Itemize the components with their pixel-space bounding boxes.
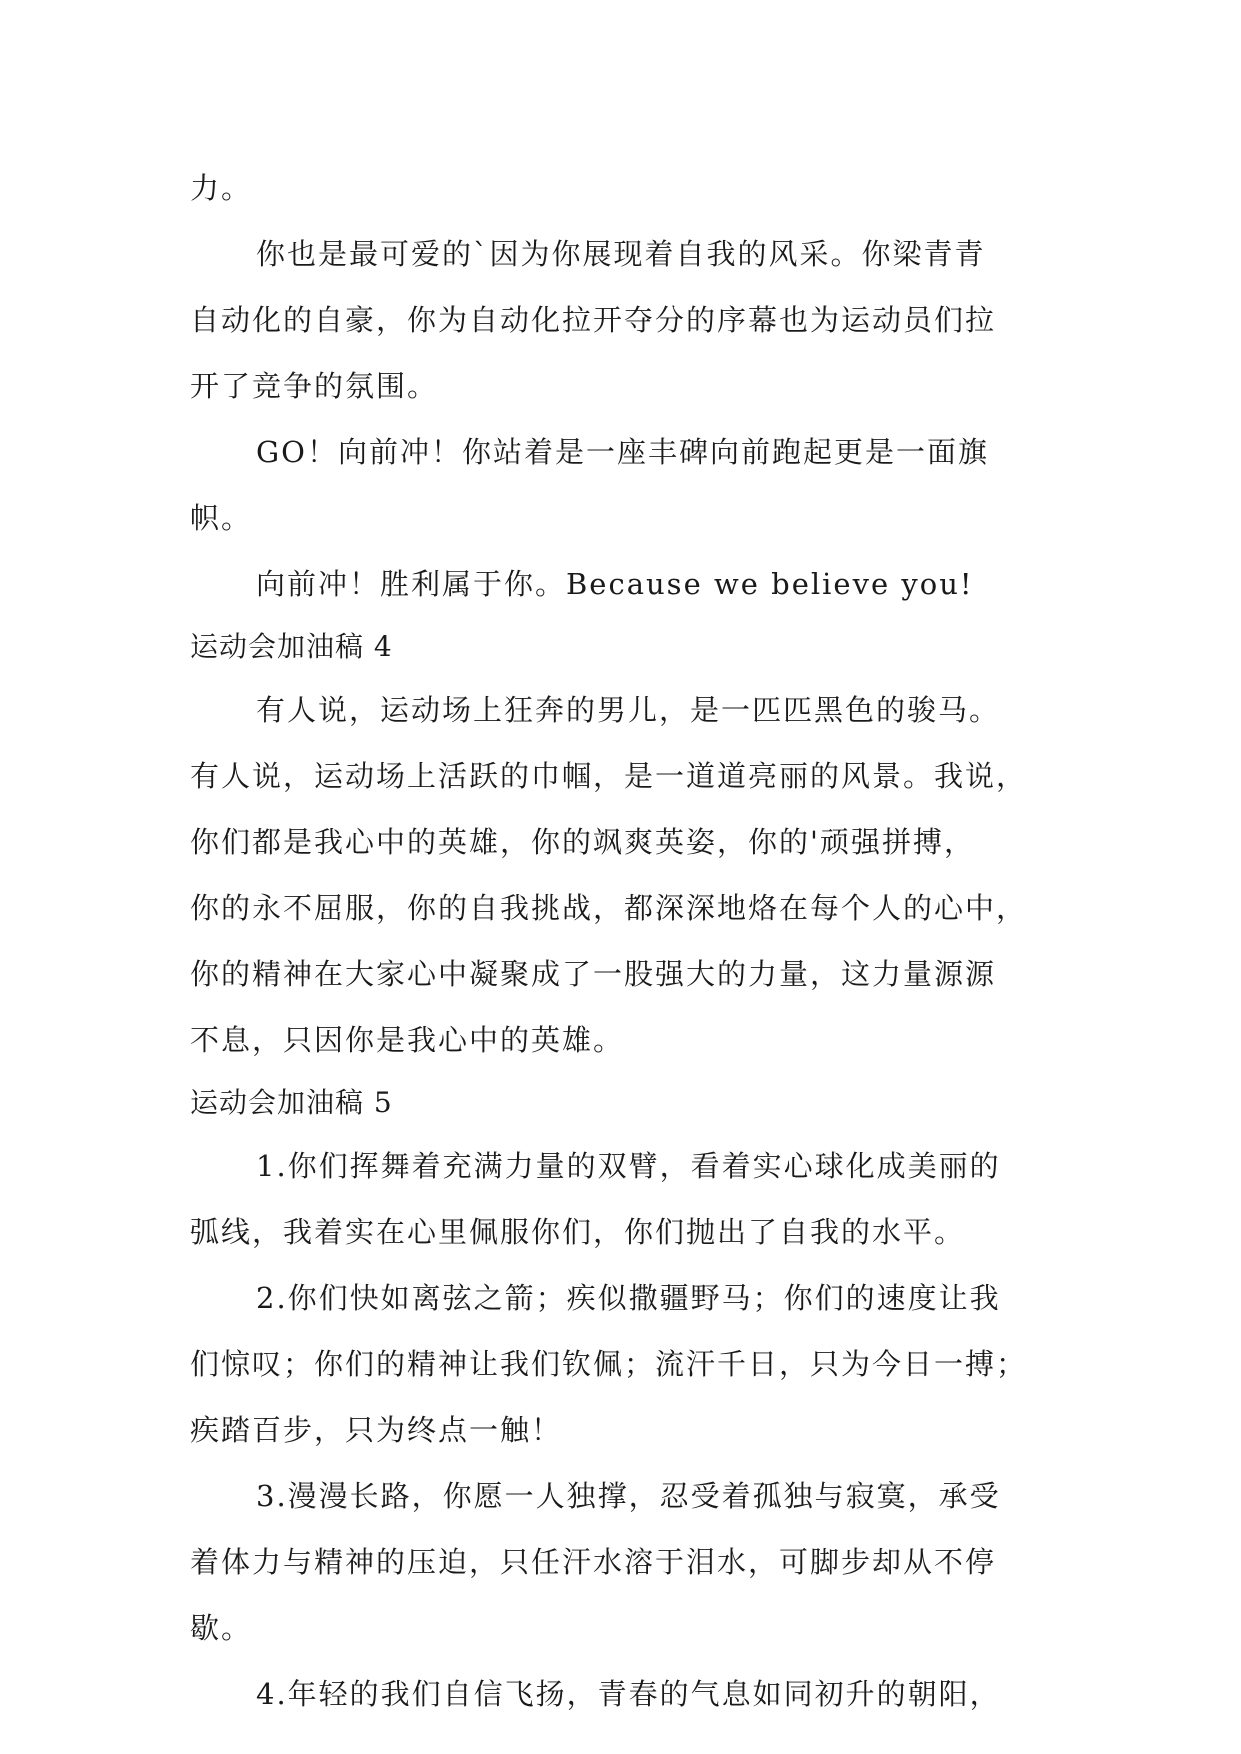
paragraph-start: GO！向前冲！你站着是一座丰碑向前跑起更是一面旗 (256, 435, 989, 469)
section-heading: 运动会加油稿 4 (190, 630, 393, 663)
paragraph-start: 3.漫漫长路，你愿一人独撑，忍受着孤独与寂寞，承受 (256, 1479, 1001, 1513)
text-line: 力。 (190, 171, 253, 205)
text-line: 歇。 (190, 1611, 253, 1645)
paragraph-start: 有人说，运动场上狂奔的男儿，是一匹匹黑色的骏马。 (256, 693, 1001, 727)
text-line: 们惊叹；你们的精神让我们钦佩；流汗千日，只为今日一搏； (190, 1347, 1028, 1381)
paragraph-start: 1.你们挥舞着充满力量的双臂，看着实心球化成美丽的 (256, 1149, 1001, 1183)
document-body (190, 155, 1070, 1727)
text-line: 你的永不屈服，你的自我挑战，都深深地烙在每个人的心中， (190, 891, 1028, 925)
text-line: 你的精神在大家心中凝聚成了一股强大的力量，这力量源源 (190, 957, 997, 991)
text-line: 自动化的自豪，你为自动化拉开夺分的序幕也为运动员们拉 (190, 303, 997, 337)
text-line: 你们都是我心中的英雄，你的飒爽英姿，你的'顽强拼搏， (190, 825, 975, 859)
text-line: 弧线，我着实在心里佩服你们，你们抛出了自我的水平。 (190, 1215, 966, 1249)
text-line: 开了竞争的氛围。 (190, 369, 439, 403)
paragraph-start: 你也是最可爱的`因为你展现着自我的风采。你梁青青 (256, 237, 986, 271)
paragraph-start: 向前冲！胜利属于你。Because we believe you! (256, 567, 974, 601)
paragraph-start: 4.年轻的我们自信飞扬，青春的气息如同初升的朝阳， (256, 1677, 1001, 1711)
paragraph-start: 2.你们快如离弦之箭；疾似撒疆野马；你们的速度让我 (256, 1281, 1001, 1315)
text-line: 有人说，运动场上活跃的巾帼，是一道道亮丽的风景。我说， (190, 759, 1028, 793)
text-line: 着体力与精神的压迫，只任汗水溶于泪水，可脚步却从不停 (190, 1545, 997, 1579)
text-line: 不息，只因你是我心中的英雄。 (190, 1023, 625, 1057)
text-line: 疾踏百步，只为终点一触！ (190, 1413, 563, 1447)
text-line: 帜。 (190, 501, 253, 535)
section-heading: 运动会加油稿 5 (190, 1086, 393, 1119)
